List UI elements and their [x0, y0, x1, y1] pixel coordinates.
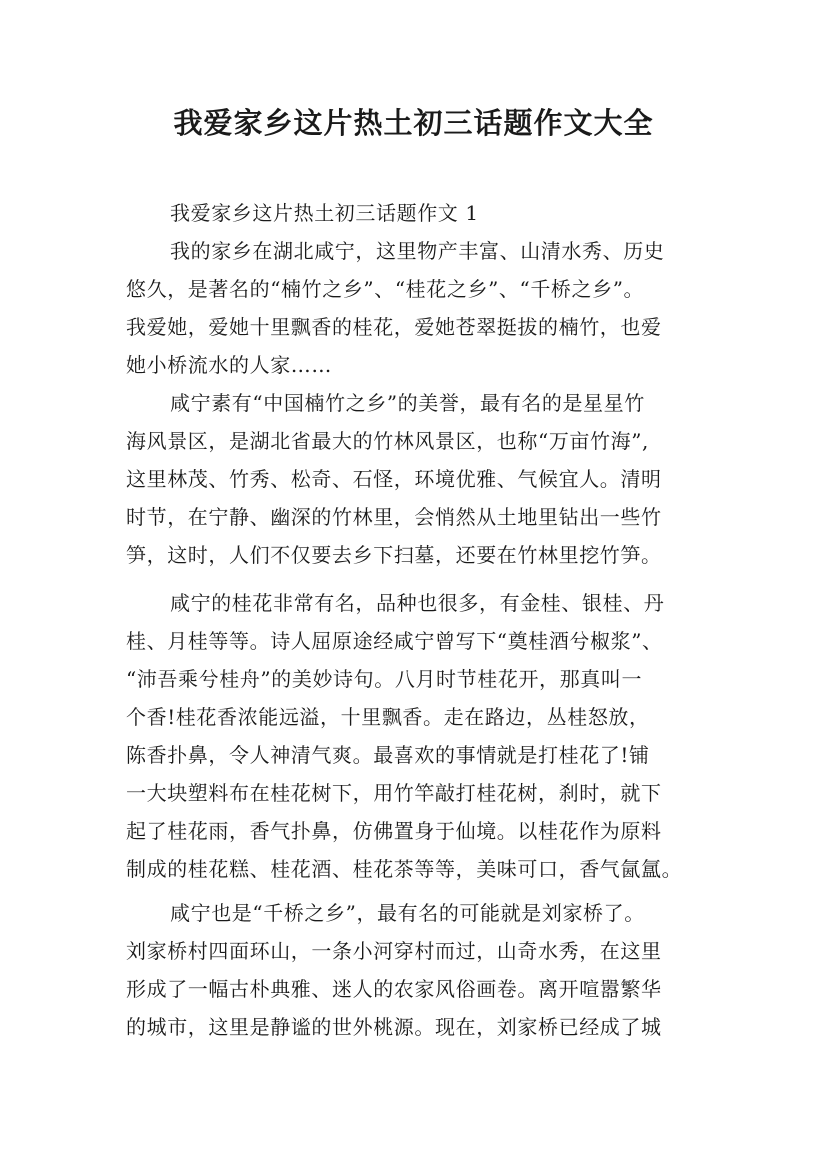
text-line: 刘家桥村四面环山，一条小河穿村而过，山奇水秀，在这里 [126, 939, 662, 963]
text-line: 咸宁的桂花非常有名，品种也很多，有金桂、银桂、丹 [170, 591, 665, 615]
text-line: 个香!桂花香浓能远溢，十里飘香。走在路边，丛桂怒放， [126, 705, 650, 729]
document-title: 我爱家乡这片热土初三话题作文大全 [173, 106, 654, 140]
essay-heading: 我爱家乡这片热土初三话题作文 1 [170, 201, 479, 225]
text-line: 她小桥流水的人家…… [126, 353, 332, 377]
text-line: 制成的桂花糕、桂花酒、桂花茶等等，美味可口，香气氤氲。 [126, 857, 683, 881]
text-line: 我的家乡在湖北咸宁，这里物产丰富、山清水秀、历史 [170, 239, 665, 263]
text-line: 陈香扑鼻，令人神清气爽。最喜欢的事情就是打桂花了!铺 [126, 743, 650, 767]
text-line: 形成了一幅古朴典雅、迷人的农家风俗画卷。离开喧嚣繁华 [126, 977, 662, 1001]
text-line: 海风景区，是湖北省最大的竹林风景区，也称“万亩竹海”, [126, 429, 650, 453]
text-line: “沛吾乘兮桂舟”的美妙诗句。八月时节桂花开，那真叫一 [126, 667, 643, 691]
text-line: 的城市，这里是静谧的世外桃源。现在，刘家桥已经成了城 [126, 1015, 662, 1039]
text-line: 一大块塑料布在桂花树下，用竹竿敲打桂花树，刹时，就下 [126, 781, 662, 805]
text-line: 咸宁也是“千桥之乡”，最有名的可能就是刘家桥了。 [170, 901, 645, 925]
text-line: 笋，这时，人们不仅要去乡下扫墓，还要在竹林里挖竹笋。 [126, 543, 662, 567]
text-line: 起了桂花雨，香气扑鼻，仿佛置身于仙境。以桂花作为原料 [126, 819, 662, 843]
text-line: 这里林茂、竹秀、松奇、石怪，环境优雅、气候宜人。清明 [126, 467, 662, 491]
text-line: 时节，在宁静、幽深的竹林里，会悄然从土地里钻出一些竹 [126, 505, 662, 529]
text-line: 悠久，是著名的“楠竹之乡”、“桂花之乡”、“千桥之乡”。 [126, 277, 645, 301]
text-line: 桂、月桂等等。诗人屈原途经咸宁曾写下“奠桂酒兮椒浆”、 [126, 629, 663, 653]
text-line: 咸宁素有“中国楠竹之乡”的美誉，最有名的是星星竹 [170, 391, 645, 415]
text-line: 我爱她，爱她十里飘香的桂花，爱她苍翠挺拔的楠竹，也爱 [126, 315, 662, 339]
